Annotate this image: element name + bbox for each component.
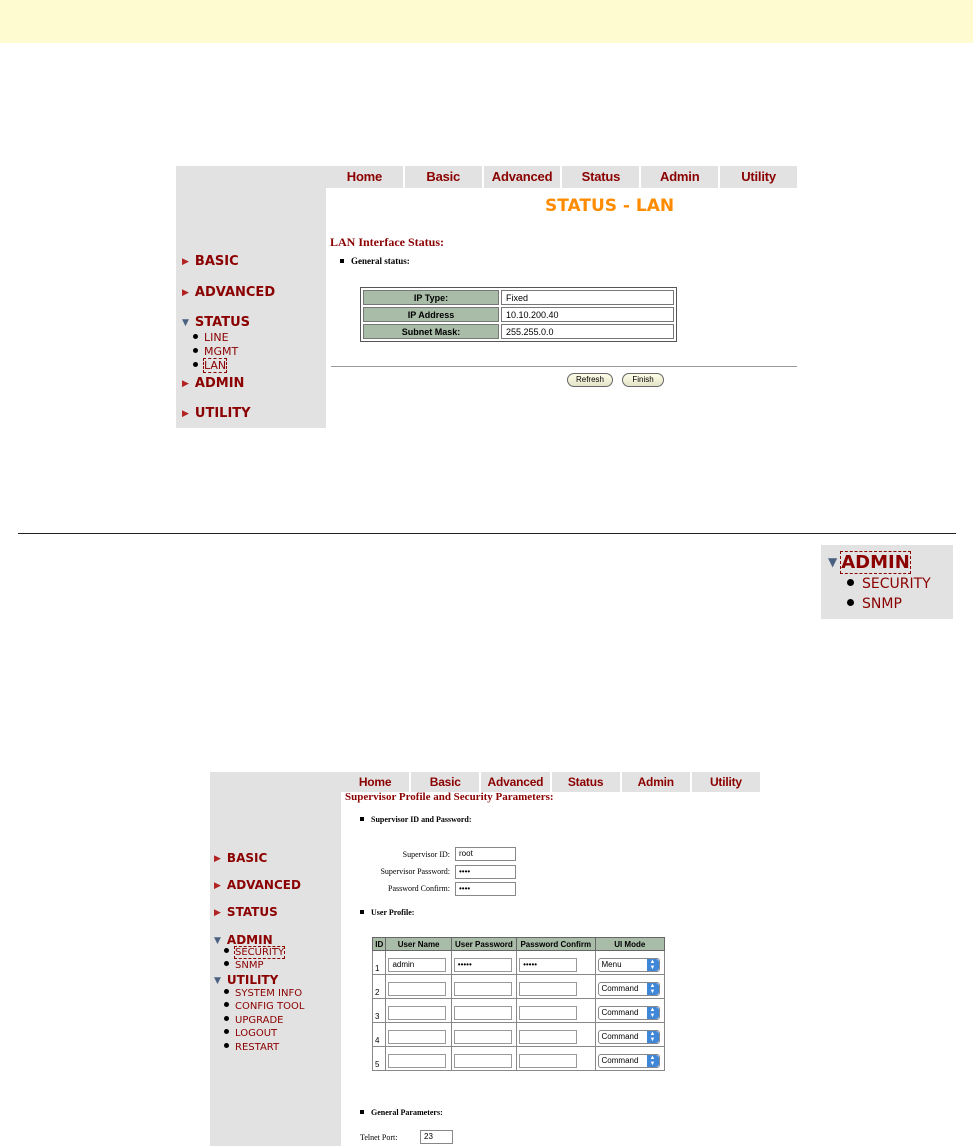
user-password-input[interactable] — [454, 1006, 512, 1020]
user-id: 1 — [373, 951, 386, 975]
security-screenshot — [210, 772, 760, 1146]
table-header-row — [373, 938, 665, 951]
nav-utility-logout[interactable] — [224, 1028, 277, 1039]
section-title: Supervisor Profile and Security Parameters: — [345, 791, 554, 803]
nav-item-label: SNMP — [235, 960, 264, 971]
bullet-icon — [224, 1043, 229, 1048]
lan-status-table — [360, 287, 677, 342]
section-divider — [18, 533, 956, 534]
ui-mode-select[interactable] — [598, 982, 660, 996]
zoom-admin[interactable] — [828, 552, 910, 573]
tab-admin[interactable]: Admin — [622, 772, 692, 792]
tab-home[interactable]: Home — [326, 166, 405, 188]
ui-mode-value: Command — [601, 1056, 639, 1065]
subsection-label: General status: — [351, 256, 410, 266]
square-bullet-icon — [360, 817, 364, 821]
password-confirm-cell — [517, 999, 595, 1023]
page-header-band — [0, 0, 973, 43]
nav-status-lan[interactable] — [193, 359, 226, 372]
nav-basic[interactable] — [214, 851, 267, 865]
top-nav-tabs — [341, 772, 760, 792]
user-name-cell — [386, 1023, 451, 1047]
zoom-security[interactable] — [847, 576, 931, 592]
password-confirm-cell — [517, 951, 595, 975]
nav-utility-config-tool[interactable] — [224, 1001, 304, 1012]
finish-button[interactable]: Finish — [622, 373, 664, 387]
square-bullet-icon — [360, 1110, 364, 1114]
user-password-cell — [451, 1023, 516, 1047]
table-row — [373, 975, 665, 999]
password-confirm-cell — [517, 1023, 595, 1047]
table-row — [373, 999, 665, 1023]
nav-utility-upgrade[interactable] — [224, 1015, 284, 1026]
nav-basic[interactable] — [182, 254, 239, 269]
column-header: User Password — [451, 938, 516, 951]
nav-item-label: LINE — [204, 331, 229, 344]
telnet-port-label: Telnet Port: — [360, 1133, 398, 1142]
user-name-cell — [386, 999, 451, 1023]
row-value: Fixed — [501, 290, 674, 305]
ui-mode-value: Menu — [601, 960, 622, 969]
nav-item-label: SECURITY — [235, 947, 285, 958]
bullet-icon — [224, 1016, 229, 1021]
user-id: 4 — [373, 1023, 386, 1047]
table-row — [363, 324, 674, 339]
top-nav-tabs — [326, 166, 797, 188]
user-name-input[interactable] — [388, 1054, 446, 1068]
row-value: 255.255.0.0 — [501, 324, 674, 339]
tab-advanced[interactable]: Advanced — [481, 772, 551, 792]
nav-utility-label: UTILITY — [226, 973, 279, 987]
tab-admin[interactable]: Admin — [641, 166, 720, 188]
stepper-arrows-icon: ▲ ▼ — [647, 1007, 659, 1019]
sidebar — [210, 772, 341, 1146]
triangle-right-icon: ▶ — [214, 854, 221, 864]
status-lan-screenshot — [176, 166, 797, 428]
tab-status[interactable]: Status — [562, 166, 641, 188]
user-password-cell — [451, 999, 516, 1023]
ui-mode-cell — [595, 1047, 664, 1071]
bullet-icon — [224, 989, 229, 994]
password-confirm-cell — [517, 975, 595, 999]
row-key: IP Type: — [363, 290, 499, 305]
table-row — [373, 951, 665, 975]
tab-utility[interactable]: Utility — [709, 775, 742, 789]
tab-advanced[interactable]: Advanced — [484, 166, 563, 188]
password-confirm-cell — [517, 1047, 595, 1071]
user-password-cell — [451, 951, 516, 975]
triangle-right-icon: ▶ — [182, 409, 189, 419]
column-header: ID — [373, 938, 386, 951]
user-password-input[interactable] — [454, 982, 512, 996]
column-header: Password Confirm — [517, 938, 595, 951]
triangle-down-icon: ▼ — [828, 555, 838, 569]
nav-item-label: UPGRADE — [235, 1015, 284, 1026]
zoom-item-label: SECURITY — [862, 576, 931, 592]
ui-mode-value: Command — [601, 1032, 639, 1041]
nav-utility-system-info[interactable] — [224, 988, 302, 999]
user-profile-header-label: User Profile: — [371, 908, 415, 917]
nav-admin-label: ADMIN — [226, 933, 273, 947]
table-row — [363, 290, 674, 305]
supervisor-header — [360, 815, 472, 824]
nav-admin-snmp[interactable] — [224, 960, 264, 971]
user-password-input[interactable] — [454, 1054, 512, 1068]
nav-admin-security[interactable] — [224, 947, 284, 958]
user-password-input[interactable]: ••••• — [454, 958, 512, 972]
nav-item-label: MGMT — [204, 345, 239, 358]
triangle-down-icon: ▼ — [182, 318, 189, 328]
user-name-cell — [386, 1047, 451, 1071]
nav-status-label: STATUS — [194, 315, 250, 330]
password-confirm-input[interactable]: •••• — [455, 882, 516, 896]
zoom-admin-label: ADMIN — [841, 552, 910, 573]
user-id: 5 — [373, 1047, 386, 1071]
refresh-button[interactable]: Refresh — [567, 373, 613, 387]
user-name-input[interactable]: admin — [388, 958, 446, 972]
ui-mode-cell — [595, 1023, 664, 1047]
page-title: STATUS - LAN — [545, 196, 675, 216]
tab-basic[interactable]: Basic — [405, 166, 484, 188]
nav-item-label: LOGOUT — [235, 1028, 278, 1039]
bullet-icon — [224, 961, 229, 966]
user-password-cell — [451, 1047, 516, 1071]
row-key: IP Address — [363, 307, 499, 322]
nav-item-label: CONFIG TOOL — [235, 1001, 305, 1012]
ui-mode-cell — [595, 975, 664, 999]
bullet-icon — [193, 362, 198, 367]
user-id: 2 — [373, 975, 386, 999]
nav-utility-restart[interactable] — [224, 1042, 279, 1053]
nav-basic-label: BASIC — [194, 254, 239, 269]
bullet-icon — [193, 348, 198, 353]
column-header: User Name — [386, 938, 451, 951]
nav-advanced-label: ADVANCED — [194, 285, 276, 300]
triangle-right-icon: ▶ — [214, 908, 221, 918]
ui-mode-select[interactable] — [598, 958, 660, 972]
password-confirm-input[interactable] — [519, 1054, 577, 1068]
password-confirm-input[interactable] — [519, 982, 577, 996]
nav-advanced[interactable] — [214, 878, 301, 892]
nav-advanced-label: ADVANCED — [226, 878, 301, 892]
general-parameters-header — [360, 1108, 443, 1117]
ui-mode-select[interactable] — [598, 1006, 660, 1020]
ui-mode-cell — [595, 951, 664, 975]
tab-utility[interactable]: Utility — [741, 169, 776, 184]
triangle-right-icon: ▶ — [182, 257, 189, 267]
triangle-right-icon: ▶ — [182, 288, 189, 298]
ui-mode-select[interactable] — [598, 1054, 660, 1068]
stepper-arrows-icon: ▲ ▼ — [647, 959, 659, 971]
stepper-arrows-icon: ▲ ▼ — [647, 1055, 659, 1067]
bullet-icon — [847, 599, 854, 606]
ui-mode-cell — [595, 999, 664, 1023]
row-value: 10.10.200.40 — [501, 307, 674, 322]
triangle-down-icon: ▼ — [214, 976, 221, 986]
square-bullet-icon — [340, 259, 344, 263]
nav-utility[interactable] — [182, 406, 251, 421]
supervisor-password-label: Supervisor Password: — [380, 867, 450, 876]
supervisor-password-input[interactable]: •••• — [455, 865, 516, 879]
user-name-input[interactable] — [388, 982, 446, 996]
telnet-port-input[interactable]: 23 — [420, 1130, 453, 1144]
user-id: 3 — [373, 999, 386, 1023]
user-name-cell — [386, 951, 451, 975]
password-confirm-input[interactable] — [519, 1006, 577, 1020]
subsection-header — [340, 256, 410, 266]
user-name-cell — [386, 975, 451, 999]
nav-utility-label: UTILITY — [194, 406, 251, 421]
zoom-item-label: SNMP — [862, 596, 902, 612]
nav-admin[interactable] — [214, 933, 273, 947]
nav-basic-label: BASIC — [226, 851, 268, 865]
user-password-input[interactable] — [454, 1030, 512, 1044]
user-profile-header — [360, 908, 414, 917]
password-confirm-input[interactable] — [519, 1030, 577, 1044]
row-key: Subnet Mask: — [363, 324, 499, 339]
tab-home[interactable]: Home — [341, 772, 411, 792]
zoom-snmp[interactable] — [847, 596, 902, 612]
bullet-icon — [847, 579, 854, 586]
nav-item-label: SYSTEM INFO — [235, 988, 303, 999]
nav-status[interactable] — [214, 905, 278, 919]
bullet-icon — [224, 1029, 229, 1034]
triangle-down-icon: ▼ — [214, 936, 221, 946]
password-confirm-input[interactable]: ••••• — [519, 958, 577, 972]
bullet-icon — [224, 948, 229, 953]
nav-utility[interactable] — [214, 973, 278, 987]
triangle-right-icon: ▶ — [182, 379, 189, 389]
user-name-input[interactable] — [388, 1006, 446, 1020]
divider — [331, 366, 797, 367]
general-parameters-label: General Parameters: — [371, 1108, 443, 1117]
nav-admin-label: ADMIN — [194, 376, 245, 391]
nav-item-label: RESTART — [235, 1042, 280, 1053]
stepper-arrows-icon: ▲ ▼ — [647, 1031, 659, 1043]
tab-status[interactable]: Status — [552, 772, 622, 792]
admin-menu-zoom — [821, 545, 953, 619]
user-profile-table — [372, 937, 665, 1071]
bullet-icon — [193, 334, 198, 339]
ui-mode-value: Command — [601, 984, 639, 993]
supervisor-header-label: Supervisor ID and Password: — [371, 815, 472, 824]
nav-status[interactable] — [182, 315, 250, 330]
bullet-icon — [224, 1002, 229, 1007]
section-title: LAN Interface Status: — [330, 235, 444, 249]
user-password-cell — [451, 975, 516, 999]
nav-item-label: LAN — [204, 359, 227, 372]
tab-basic[interactable]: Basic — [411, 772, 481, 792]
table-row — [363, 307, 674, 322]
user-name-input[interactable] — [388, 1030, 446, 1044]
column-header: UI Mode — [595, 938, 664, 951]
table-row — [373, 1023, 665, 1047]
nav-admin[interactable] — [182, 376, 244, 391]
nav-status-label: STATUS — [226, 905, 278, 919]
supervisor-id-input[interactable]: root — [455, 847, 516, 861]
square-bullet-icon — [360, 910, 364, 914]
ui-mode-select[interactable] — [598, 1030, 660, 1044]
password-confirm-label: Password Confirm: — [388, 884, 450, 893]
nav-status-mgmt[interactable] — [193, 345, 238, 358]
table-row — [373, 1047, 665, 1071]
triangle-right-icon: ▶ — [214, 881, 221, 891]
ui-mode-value: Command — [601, 1008, 639, 1017]
stepper-arrows-icon: ▲ ▼ — [647, 983, 659, 995]
supervisor-id-label: Supervisor ID: — [402, 850, 450, 859]
nav-advanced[interactable] — [182, 285, 275, 300]
nav-status-line[interactable] — [193, 331, 229, 344]
